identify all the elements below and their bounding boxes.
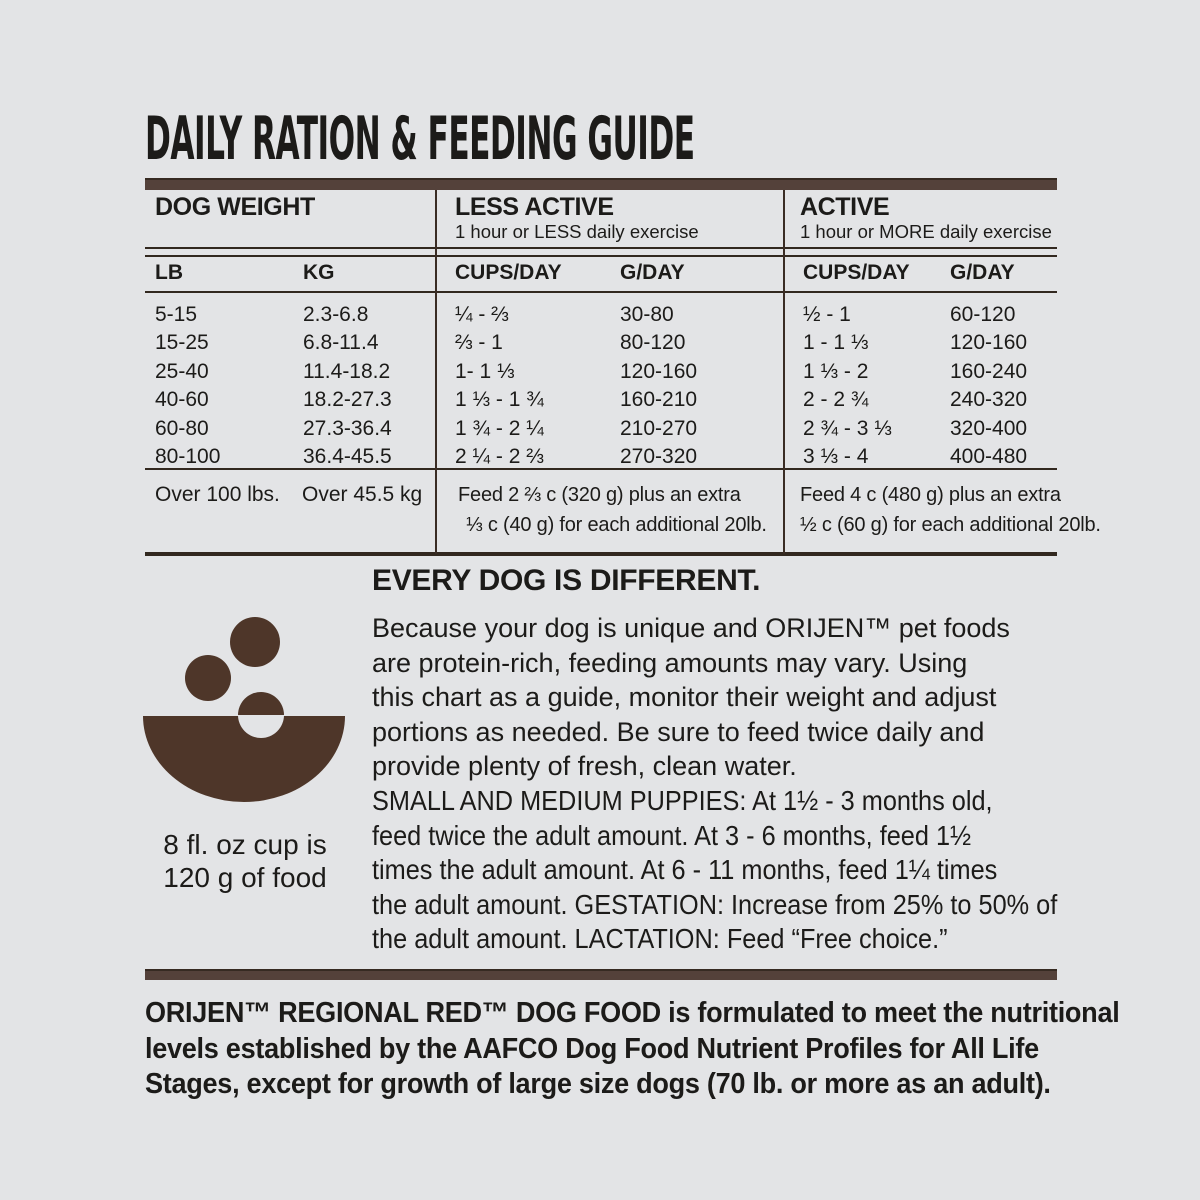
aafco-statement-line: levels established by the AAFCO Dog Food Nutrient Profiles for All Life — [145, 1032, 1039, 1065]
group-header-active: ACTIVE — [800, 193, 890, 221]
page-title: DAILY RATION & FEEDING GUIDE — [145, 104, 695, 174]
table-rule — [145, 247, 1057, 249]
info-body-paragraph — [372, 611, 1010, 784]
table-cell: 160-240 — [950, 359, 1028, 383]
column-g-less-active — [620, 301, 697, 471]
table-cell: 27.3-36.4 — [303, 416, 392, 440]
info-body-line: are protein-rich, feeding amounts may vary. Using — [372, 647, 968, 678]
table-cell: 11.4-18.2 — [303, 359, 391, 383]
table-cell: 40-60 — [155, 388, 209, 412]
table-cell: 60-120 — [950, 303, 1016, 326]
group-subheader-active: 1 hour or MORE daily exercise — [800, 221, 1052, 242]
column-lb — [155, 301, 220, 471]
table-cell: 1 ¾ - 2 ¼ — [455, 416, 544, 440]
info-body-line: provide plenty of fresh, clean water. — [372, 751, 797, 781]
group-header-less-active: LESS ACTIVE — [455, 193, 614, 221]
cup-caption — [145, 828, 345, 894]
puppies-paragraph — [372, 784, 1057, 957]
group-header-dog-weight: DOG WEIGHT — [155, 193, 315, 221]
table-cell: 2 ¾ - 3 ⅓ — [803, 416, 892, 440]
cup-caption-line: 8 fl. oz cup is — [163, 829, 327, 860]
column-header-g-less-active: G/DAY — [620, 261, 685, 284]
over-row-kg: Over 45.5 kg — [302, 483, 423, 506]
puppies-line: the adult amount. GESTATION: Increase from 25% to 50% of — [372, 888, 1058, 920]
info-body-line: Because your dog is unique and ORIJEN™ pet foods — [372, 613, 1010, 643]
column-cups-active — [803, 301, 892, 471]
feed-instruction-line: ½ c (60 g) for each additional 20lb. — [800, 513, 1101, 536]
table-cell: 270-320 — [620, 445, 698, 469]
table-cell: 120-160 — [620, 359, 698, 383]
column-header-cups-less-active: CUPS/DAY — [455, 261, 562, 284]
feed-instruction-line: Feed 4 c (480 g) plus an extra — [800, 484, 1061, 506]
table-cell: ½ - 1 — [803, 303, 851, 326]
puppies-line: feed twice the adult amount. At 3 - 6 months, feed 1½ — [372, 819, 972, 851]
table-vertical-divider — [783, 190, 785, 554]
info-heading: EVERY DOG IS DIFFERENT. — [372, 564, 761, 597]
feed-instruction-line: ⅓ c (40 g) for each additional 20lb. — [466, 513, 767, 536]
table-rule — [145, 291, 1057, 293]
table-cell: 210-270 — [620, 416, 698, 440]
table-cell: 1 ⅓ - 1 ¾ — [455, 388, 544, 412]
aafco-statement-line: ORIJEN™ REGIONAL RED™ DOG FOOD is formulated to meet the nutritional — [145, 997, 1120, 1029]
info-body-line: this chart as a guide, monitor their weight and adjust — [372, 682, 997, 712]
table-cell: 2 - 2 ¾ — [803, 388, 869, 412]
mid-divider-bar — [145, 969, 1057, 980]
table-cell: 120-160 — [950, 331, 1028, 355]
aafco-statement — [145, 996, 1119, 1103]
top-divider-bar — [145, 178, 1057, 190]
table-cell: 6.8-11.4 — [303, 331, 379, 355]
table-cell: 5-15 — [155, 303, 198, 326]
over-row-less-active-instructions — [458, 481, 767, 540]
table-cell: 160-210 — [620, 388, 698, 412]
over-row-lb: Over 100 lbs. — [155, 483, 280, 506]
table-rule — [145, 255, 1057, 257]
column-kg — [303, 301, 392, 471]
aafco-statement-line: Stages, except for growth of large size dogs (70 lb. or more as an adult). — [145, 1068, 1051, 1100]
table-bottom-rule — [145, 552, 1057, 556]
table-cell: 3 ⅓ - 4 — [803, 445, 869, 469]
table-cell: 30-80 — [620, 303, 674, 326]
table-cell: 320-400 — [950, 416, 1028, 440]
table-cell: 1- 1 ⅓ — [455, 359, 515, 383]
table-cell: 80-100 — [155, 445, 221, 469]
kibble-bowl-icon — [140, 610, 352, 810]
table-cell: 25-40 — [155, 359, 209, 383]
over-row-active-instructions — [800, 481, 1101, 540]
column-header-lb: LB — [155, 261, 183, 284]
column-header-cups-active: CUPS/DAY — [803, 261, 910, 284]
table-cell: 2 ¼ - 2 ⅔ — [455, 445, 544, 469]
table-cell: 1 - 1 ⅓ — [803, 331, 869, 355]
table-cell: 18.2-27.3 — [303, 388, 392, 412]
column-header-g-active: G/DAY — [950, 261, 1015, 284]
column-g-active — [950, 301, 1027, 471]
column-cups-less-active — [455, 301, 544, 471]
table-cell: 400-480 — [950, 445, 1028, 469]
info-body-line: portions as needed. Be sure to feed twice daily and — [372, 716, 985, 747]
cup-caption-line: 120 g of food — [163, 862, 327, 893]
table-cell: 240-320 — [950, 388, 1028, 412]
table-cell: ⅔ - 1 — [455, 331, 503, 355]
table-cell: 2.3-6.8 — [303, 303, 369, 326]
puppies-line: the adult amount. LACTATION: Feed “Free choice.” — [372, 923, 948, 954]
column-header-kg: KG — [303, 261, 335, 284]
table-cell: ¼ - ⅔ — [455, 303, 509, 326]
feed-instruction-line: Feed 2 ⅔ c (320 g) plus an extra — [458, 484, 741, 506]
puppies-line: times the adult amount. At 6 - 11 months, feed 1¼ times — [372, 854, 998, 885]
table-cell: 60-80 — [155, 416, 209, 440]
table-vertical-divider — [435, 190, 437, 554]
table-cell: 15-25 — [155, 331, 209, 355]
group-subheader-less-active: 1 hour or LESS daily exercise — [455, 221, 699, 242]
puppies-line: SMALL AND MEDIUM PUPPIES: At 1½ - 3 months old, — [372, 785, 993, 816]
table-cell: 36.4-45.5 — [303, 445, 392, 469]
table-rule — [145, 468, 1057, 470]
table-cell: 1 ⅓ - 2 — [803, 359, 869, 383]
table-cell: 80-120 — [620, 331, 686, 355]
